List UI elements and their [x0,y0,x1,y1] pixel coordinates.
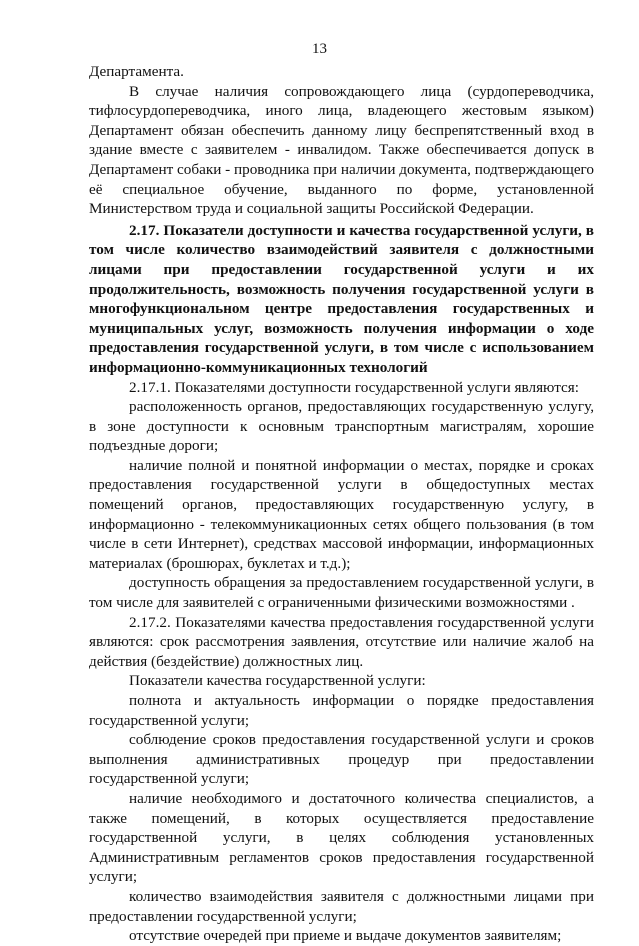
list-item: доступность обращения за предоставлением государственной услуги, в том числе для заявителей с ограниченными физическими возможностями . [89,574,594,612]
list-item: наличие полной и понятной информации о местах, порядке и сроках предоставления государственной услуги в общедоступных местах помещений органов, предоставляющих государственную услугу, в информационно - телекоммуникационных сетях общего пользования (в том числе в сети Интернет), средствах массовой информации, информационных материалах (брошюрах, буклетах и т.д.); [89,456,594,572]
paragraph: 2.17.1. Показателями доступности государственной услуги являются: [129,378,579,396]
list-item: наличие необходимого и достаточного количества специалистов, а также помещений, в которых осуществляется предоставление государственной услуги, в целях соблюдения установленных Административным регламентов сроков предоставления государственной услуги; [89,789,594,886]
document-body [89,62,594,946]
paragraph: Департамента. [89,63,184,80]
section-heading: 2.17. Показатели доступности и качества государственной услуги, в том числе количество взаимодействий заявителя с должностными лицами при предоставлении государственной услуги и их продолжительность, возможность получения государственной услуги в многофункциональном центре предоставления государственных и муниципальных услуг, возможность получения информации о ходе предоставления государственной услуги, в том числе с использованием информационно-коммуникационных технологий [89,221,594,376]
page-number: 13 [312,41,327,57]
paragraph: 2.17.2. Показателями качества предоставления государственной услуги являются: срок рассмотрения заявления, отсутствие или наличие жалоб на действия (бездействие) должностных лиц. [89,613,594,670]
list-item: отсутствие очередей при приеме и выдаче документов заявителям; [129,927,562,945]
list-item: расположенность органов, предоставляющих государственную услугу, в зоне доступности к основным транспортным магистралям, хорошие подъездные дороги; [89,398,594,455]
paragraph: Показатели качества государственной услуги: [129,672,426,690]
list-item: количество взаимодействия заявителя с должностными лицами при предоставлении государственной услуги; [89,887,594,925]
paragraph: В случае наличия сопровождающего лица (сурдопереводчика, тифлосурдопереводчика, иного лица, владеющего жестовым языком) Департамент обязан обеспечить данному лицу беспрепятственный вход в здание вместе с заявителем - инвалидом. Также обеспечивается допуск в Департамент собаки - проводника при наличии документа, подтверждающего её специальное обучение, выданного по форме, установленной Министерством труда и социальной защиты Российской Федерации. [89,82,595,218]
list-item: соблюдение сроков предоставления государственной услуги и сроков выполнения административных процедур при предоставлении государственной услуги; [89,731,594,788]
list-item: полнота и актуальность информации о порядке предоставления государственной услуги; [89,692,594,729]
